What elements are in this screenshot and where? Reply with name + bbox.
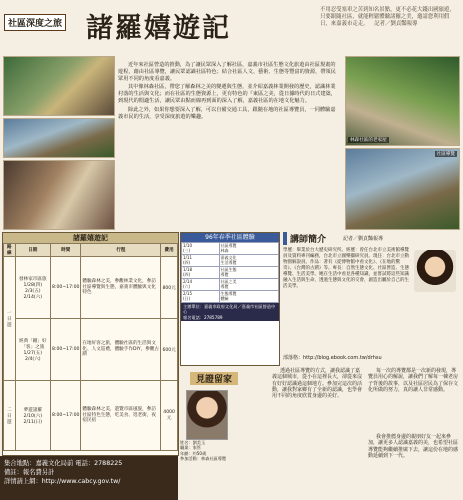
photo-street <box>345 148 460 230</box>
table-row <box>4 319 178 381</box>
main-article <box>118 62 340 122</box>
photo-garden <box>345 56 460 146</box>
testimonial-column-2: 每一次的導覽都是一次新的發現，導覽員用心的解說，讓我們了解每一棟老房子背後的故事，以及社區居民為了保存文化所做的努力，真的讓人非常感動。 <box>368 368 459 393</box>
page-header <box>0 0 463 52</box>
time-cell: 8:00~17:00 <box>51 257 81 319</box>
footer-line: 備註：報名費另計 <box>4 469 55 476</box>
date-label: 2/10(六) 2/11(日) <box>23 413 43 425</box>
info-footer <box>0 456 178 500</box>
lecturer-section <box>283 232 460 364</box>
lecturer-bio: 學歷：畢業於台大歷史研究所。經歷：曾任台北市立美術館導覽員及資料專刊編務，台北市立國樂團研究員。現任：台北市立動物園解說員。作品：著有《從博物館中看文化》、《在地的驚奇》、《台灣的古蹟》等。專長：自然生態文化、社區營造、生態導覽、生活美學。她在生活中看見各種知識，並嘗試將這些知識融入生活與生命，透過生態與文化的交會，創造出屬於自己的生活美學。 <box>283 248 409 289</box>
table-row <box>182 243 279 255</box>
table-row <box>182 267 279 279</box>
date-label: 1/27(五) 2/4(六) <box>23 350 43 362</box>
fee-cell: 800元 <box>161 257 178 319</box>
fee-cell: 600元 <box>161 319 178 381</box>
footer-line <box>4 459 174 468</box>
testimonial-column-1: 透過社區導覽的方式，讓我認識了嘉義這個城市，從小在這裡長大，卻從來沒有好好認識過這個地方。參加完這次的活動，讓我對家鄉有了全新的認識，也學會用不同的角度欣賞身邊的美好。 <box>272 368 363 400</box>
testimonial-column-3: 我會推薦身邊的親朋好友一起來參加，讓更多人認識嘉義的美，也希望社區導覽能夠繼續推廣下去，讓這份在地的感動延續到下一代。 <box>368 434 459 459</box>
route-cell: 二日遊 <box>4 381 16 451</box>
interviewee-meta: 姓名：劉美玉 職業：家管 年齡：約50歲 參加活動：林森社區導覽 <box>180 440 227 462</box>
schedule-item: 嘉義文化 生活導覽 <box>219 255 278 267</box>
place-label: 經典「剛」好「客」之旅 <box>19 338 47 350</box>
photo-classroom <box>3 160 115 230</box>
date-cell <box>15 319 50 381</box>
section-tag: 社區深度之旅 <box>4 14 66 31</box>
article-paragraph: 其中像林森社區，帶您了解森林之美的變遷與生態，並介紹嘉義林業開發的歷史，認識林業村落的生活與文化；而在社區的生態資源上，更有特色的『東區之美，從日據時代的日式建築，到現代的閒適生活，讓民眾由點而線再到面的深入了解，嘉義社區的在地文化魅力。 <box>118 84 336 104</box>
table-row <box>182 279 279 291</box>
page-title: 諸羅嬉遊記 <box>86 13 231 44</box>
schedule-note: 主辦單位：嘉義市政府文化局／嘉義市社區營造中心 報名電話：2785789 <box>181 303 279 321</box>
col-date: 日期 <box>15 244 50 257</box>
photo-caption-2: 社區導覽 <box>436 152 455 157</box>
lecturer-blog[interactable]: 部落格：http://blog.ebook.com.tw/drhsu <box>283 355 382 361</box>
route-cell: 一日遊 <box>4 257 16 381</box>
table-row <box>4 381 178 451</box>
schedule-item: 社區生態 導覽 <box>219 267 278 279</box>
lecturer-byline: 記者／劉貞豔報導 <box>343 236 384 242</box>
schedule-date: 1/18 (四) <box>182 267 220 279</box>
table-row <box>182 255 279 267</box>
fee-cell: 4000元 <box>161 381 178 451</box>
schedule-date: 2/15 (日) <box>182 291 220 303</box>
date-label: 1/28(四) 2/3(五) 2/14(六) <box>23 282 43 300</box>
col-desc: 行程 <box>81 244 161 257</box>
schedule-item: 社區之美 導覽 <box>219 279 278 291</box>
article-paragraph: 近年來社區營造的推動，為了讓民眾深入了解社區，嘉義市社區生態文化旅遊由社區規畫的遊程，藉由社區導覽，讓民眾認識社區特色；結合社區人文、藝術、生態等豐富的資源，帶領民眾用不同的角度看嘉義。 <box>118 62 336 82</box>
article-paragraph: 除此之外，如果你想要深入了解，可以自備交通工具，跟隨在地的社區導覽員，一同體驗嘉義市民的生活，享受深度旅遊的樂趣。 <box>118 106 336 120</box>
itinerary-box <box>2 232 179 456</box>
photo-group-tour <box>3 118 115 158</box>
intro-body: 不用忍受塞車之苦到知名景點，更不必花大錢出國旅遊，只要跟隨社區，就能輕鬆體驗諸羅之美，邀請您利用假日，來嘉義市走走。 <box>320 7 455 27</box>
schedule-table <box>181 242 279 303</box>
byline: 記者／劉貞豔報導 <box>374 21 418 27</box>
schedule-date: 2/14 (六) <box>182 279 220 291</box>
col-time: 時間 <box>51 244 81 257</box>
date-cell <box>15 381 50 451</box>
website-link[interactable]: 詳情請上網：http://www.cabcy.gov.tw/ <box>4 478 121 485</box>
photo-wall-mural <box>3 56 115 116</box>
schedule-date: 1/10 (三) <box>182 243 220 255</box>
lecturer-title: 講師簡介 <box>283 232 460 245</box>
itinerary-header-row <box>4 244 178 257</box>
schedule-item: 社區導覽 林森 <box>219 243 278 255</box>
meeting-point: 集合地點：嘉義文化局前 <box>4 460 74 467</box>
time-cell: 8:00~17:00 <box>51 381 81 451</box>
desc-cell: 在地好客之旅，體驗社區的生活與文化、人文巡禮，體驗手作DIY，參觀古蹟 <box>81 319 161 381</box>
lecturer-photo <box>414 250 456 292</box>
interviewee-photo <box>186 390 228 440</box>
col-fee: 費用 <box>161 244 178 257</box>
itinerary-title: 諸羅嬉遊記 <box>3 233 178 243</box>
desc-cell: 體驗森林之美，參觀林業文化，參訪社區導覽與生態，嘉義市體驗與文化特色 <box>81 257 161 319</box>
table-row <box>182 291 279 303</box>
place-label: 發林家市區旅 <box>19 276 47 282</box>
photo-caption-1: 林森社區的老家屋 <box>350 138 387 143</box>
schedule-title: 96年春季社區體驗 <box>181 233 279 242</box>
testimonial-title: 見證留家 <box>190 372 238 385</box>
table-row <box>4 257 178 319</box>
desc-cell: 體驗森林之美，遊覽市區風貌，參訪社區特色生態，吃美食、逛老街，夜宿民宿 <box>81 381 161 451</box>
time-cell: 8:00~17:00 <box>51 319 81 381</box>
phone: 電話：2788225 <box>75 460 123 467</box>
intro-text <box>320 7 458 28</box>
schedule-date: 1/11 (四) <box>182 255 220 267</box>
itinerary-table <box>3 243 178 451</box>
schedule-item: 生態導覽 體驗 <box>219 291 278 303</box>
col-route: 路線 <box>4 244 16 257</box>
date-cell <box>15 257 50 319</box>
place-label: 夢遊諸羅 <box>23 407 42 413</box>
schedule-box <box>180 232 280 366</box>
testimonial-section <box>180 368 460 500</box>
